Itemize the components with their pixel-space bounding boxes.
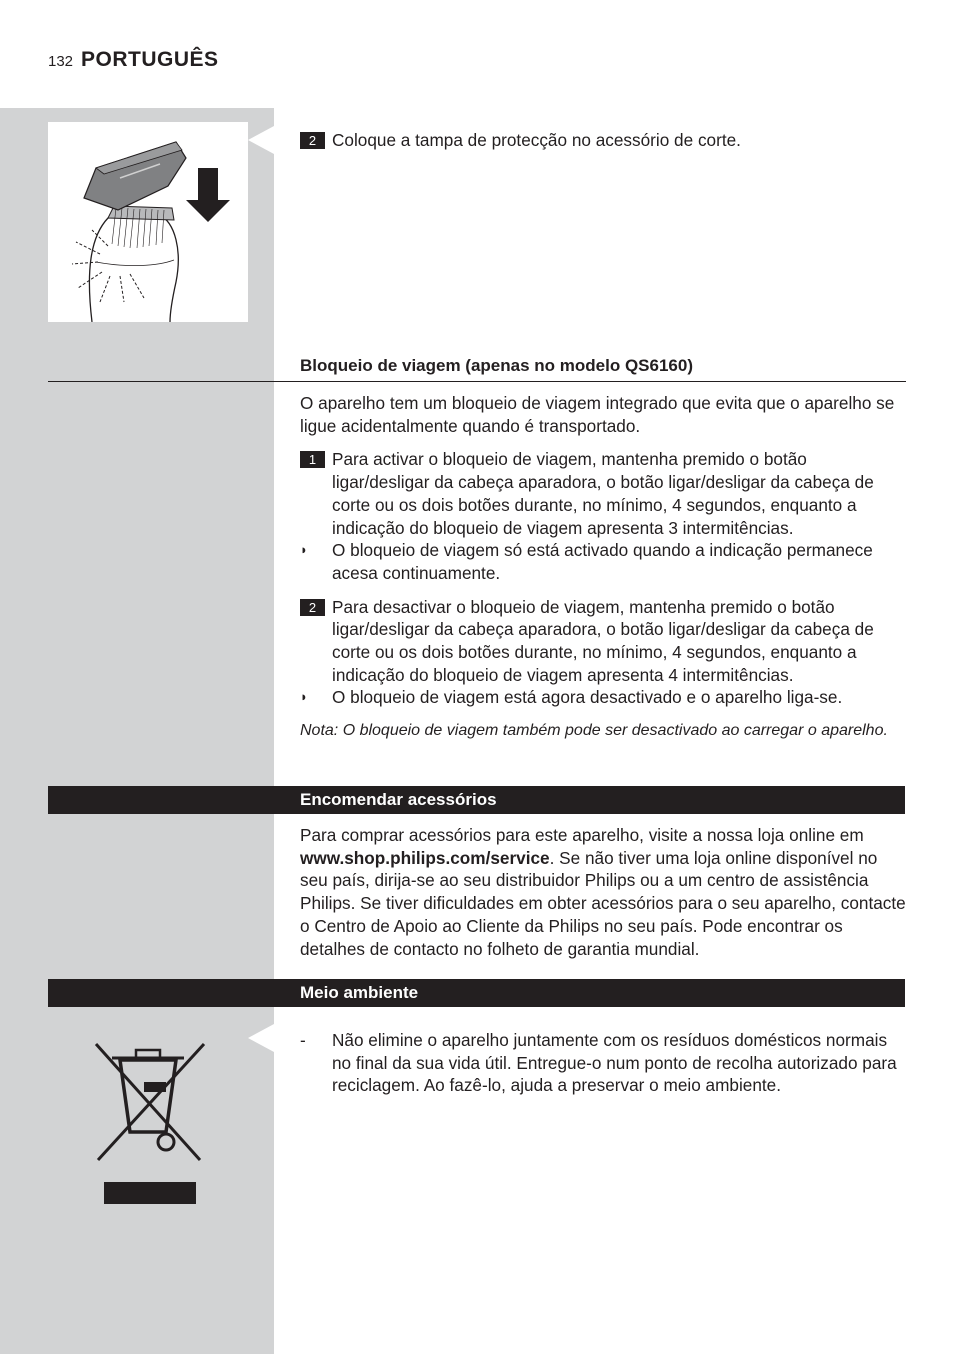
step-1 [300, 448, 906, 539]
section-heading-environment: Meio ambiente [300, 983, 419, 1002]
page-header [48, 48, 219, 72]
step-2 [300, 596, 906, 687]
section-heading-accessories: Encomendar acessórios [300, 790, 497, 809]
section-bar-environment [48, 979, 905, 1007]
result-bullet-1 [300, 539, 906, 584]
step-number: 2 [300, 132, 325, 149]
bullet-text: O bloqueio de viagem está agora desactivado e o aparelho liga-se. [332, 687, 843, 708]
divider [48, 381, 906, 382]
bullet-icon: ◗ [300, 689, 308, 705]
travel-lock-content [300, 392, 906, 743]
accessories-text-continued: . Se não tiver uma loja online disponível no seu país, dirija-se ao seu distribuidor Philips ou a um centro de assistência Philips. Se tiver dificuldades em obter acessórios para o seu aparelho, contacte o Centro de Apoio ao Cliente da Philips no seu país. Pode encontrar os detalhes de contacto no folheto de garantia mundial. [300, 847, 906, 959]
image-pointer [248, 1024, 274, 1052]
step-text: Para desactivar o bloqueio de viagem, mantenha premido o botão ligar/desligar da cabeça aparadora, o botão ligar/desligar da cabeça de corte ou os dois botões durante, no mínimo, 4 segundos, enquanto a indicação do bloqueio de viagem apresenta 4 intermitências. [332, 596, 874, 685]
list-item-text: Não elimine o aparelho juntamente com os resíduos domésticos normais no final da sua vida útil. Entregue-o num ponto de recolha autorizado para reciclagem. Ao fazê-lo, ajuda a preservar o meio ambiente. [332, 1030, 897, 1096]
bullet-icon: ◗ [300, 542, 308, 558]
result-bullet-2 [300, 686, 906, 709]
step-text: Para activar o bloqueio de viagem, mantenha premido o botão ligar/desligar da cabeça aparadora, o botão ligar/desligar da cabeça de corte ou os dois botões durante, no mínimo, 4 segundos, enquanto a indicação do bloqueio de viagem apresenta 3 intermitências. [332, 449, 874, 538]
step-number: 1 [300, 451, 325, 468]
dash-marker: - [300, 1030, 306, 1050]
bullet-text: O bloqueio de viagem só está activado quando a indicação permanece acesa continuamente. [332, 540, 873, 583]
accessories-text: Para comprar acessórios para este aparelho, visite a nossa loja online em [300, 825, 864, 845]
step-text: Coloque a tampa de protecção no acessório de corte. [332, 130, 741, 150]
shop-link[interactable]: www.shop.philips.com/service [300, 847, 550, 868]
step-number: 2 [300, 599, 325, 616]
crossed-bin-icon [48, 1010, 248, 1220]
step-cap [300, 129, 906, 152]
accessories-paragraph [300, 824, 906, 960]
section-heading-travel-lock: Bloqueio de viagem (apenas no modelo QS6160) [300, 356, 693, 375]
language-title: PORTUGUÊS [81, 48, 219, 71]
section-bar-accessories [48, 786, 905, 814]
image-pointer [248, 126, 274, 154]
note: Nota: O bloqueio de viagem também pode ser desactivado ao carregar o aparelho. [300, 722, 888, 740]
environment-content [300, 1029, 906, 1097]
list-item [300, 1029, 906, 1097]
intro-paragraph: O aparelho tem um bloqueio de viagem integrado que evita que o aparelho se ligue acidentalmente quando é transportado. [300, 393, 895, 436]
shaver-cap-illustration [48, 122, 248, 322]
page-number: 132 [48, 53, 74, 70]
